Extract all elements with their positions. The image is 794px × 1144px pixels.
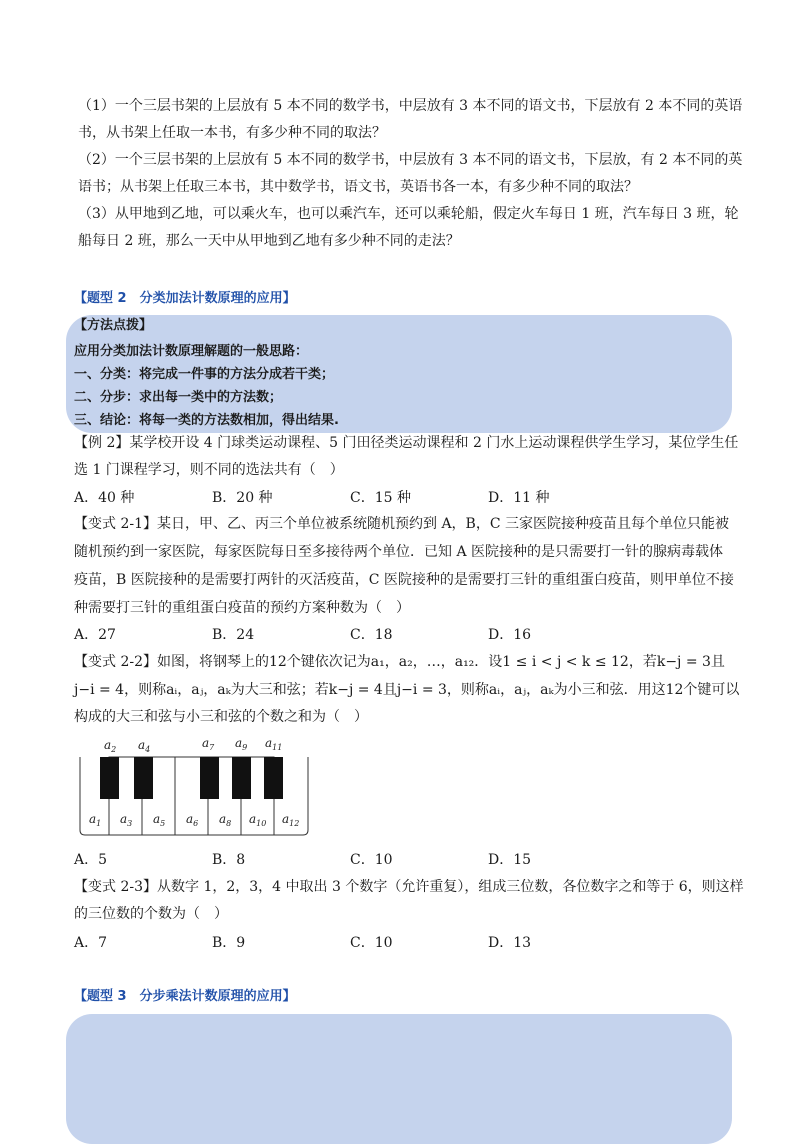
v23-option-c: C．10	[350, 935, 393, 951]
v21-line-1: 【变式 2-1】某日，甲、乙、丙三个单位被系统随机预约到 A，B，C 三家医院接种疫苗且每个单位只能被	[74, 516, 730, 532]
v21-line-4: 种需要打三针的重组蛋白疫苗的预约方案种数为（ ）	[74, 600, 410, 616]
method-line-1: 应用分类加法计数原理解题的一般思路：	[74, 344, 309, 359]
type3-title: 【题型 3 分步乘法计数原理的应用】	[74, 989, 296, 1004]
type2-title: 【题型 2 分类加法计数原理的应用】	[74, 291, 296, 306]
white-key-label-12: $a_{12}$	[282, 812, 300, 828]
v23-option-d: D．13	[488, 935, 532, 951]
v22-line-3: 构成的大三和弦与小三和弦的个数之和为（ ）	[74, 709, 368, 725]
q1-line-6: 船每日 2 班，那么一天中从甲地到乙地有多少种不同的走法？	[78, 233, 460, 249]
black-key-label-7: $a_7$	[202, 736, 215, 752]
ex2-option-d: D．11 种	[488, 490, 550, 506]
v23-line-2: 的三位数的个数为（ ）	[74, 906, 228, 922]
q1-line-4: 语书；从书架上任取三本书，其中数学书，语文书，英语书各一本，有多少种不同的取法？	[78, 179, 638, 195]
ex2-option-a: A．40 种	[74, 490, 135, 506]
white-key-label-8: $a_8$	[219, 812, 232, 828]
black-key-label-9: $a_9$	[235, 736, 248, 752]
white-key-label-10: $a_{10}$	[249, 812, 267, 828]
ex2-option-c: C．15 种	[350, 490, 411, 506]
v21-option-d: D．16	[488, 627, 532, 643]
method-heading: 【方法点拨】	[74, 318, 153, 333]
v22-option-c: C．10	[350, 852, 393, 868]
q1-line-2: 书，从书架上任取一本书，有多少种不同的取法？	[78, 125, 386, 141]
q1-line-5: （3）从甲地到乙地，可以乘火车，也可以乘汽车，还可以乘轮船，假定火车每日 1 班，汽车每日 3 班，轮	[78, 206, 739, 222]
v21-line-3: 疫苗，B 医院接种的是需要打两针的灭活疫苗，C 医院接种的是需要打三针的重组蛋白疫苗，则甲单位不接	[74, 572, 734, 588]
white-key-label-3: $a_3$	[120, 812, 133, 828]
ex2-option-b: B．20 种	[212, 490, 273, 506]
v21-option-b: B．24	[212, 627, 255, 643]
v22-option-a: A．5	[74, 852, 108, 868]
q1-line-3: （2）一个三层书架的上层放有 5 本不同的数学书，中层放有 3 本不同的语文书，下层放，有 2 本不同的英	[78, 152, 743, 168]
black-key-label-11: $a_{11}$	[265, 736, 283, 752]
v21-option-a: A．27	[74, 627, 116, 643]
white-key-label-1: $a_1$	[89, 812, 102, 828]
method-box-2	[66, 1014, 732, 1144]
v22-option-b: B．8	[212, 852, 246, 868]
v21-line-2: 随机预约到一家医院，每家医院每日至多接待两个单位．已知 A 医院接种的是只需要打一针的腺病毒载体	[74, 544, 724, 560]
v23-line-1: 【变式 2-3】从数字 1，2，3，4 中取出 3 个数字（允许重复），组成三位数，各位数字之和等于 6，则这样	[74, 879, 744, 895]
v22-option-d: D．15	[488, 852, 532, 868]
v21-option-c: C．18	[350, 627, 393, 643]
method-line-4: 三、结论：将每一类的方法数相加，得出结果.	[74, 413, 339, 428]
black-key-label-4: $a_4$	[138, 738, 151, 754]
method-line-3: 二、分步：求出每一类中的方法数；	[74, 390, 283, 405]
piano-figure	[78, 735, 310, 840]
white-key-label-6: $a_6$	[186, 812, 199, 828]
method-line-2: 一、分类：将完成一件事的方法分成若干类；	[74, 367, 335, 382]
black-key-label-2: $a_2$	[104, 738, 117, 754]
v22-line-2: j−i = 4，则称aᵢ，aⱼ，aₖ为大三和弦；若k−j = 4且j−i = 3，则称aᵢ，aⱼ，aₖ为小三和弦．用这12个键可以	[74, 682, 740, 698]
v22-line-1: 【变式 2-2】如图，将钢琴上的12个键依次记为a₁，a₂，…，a₁₂．设1 ≤ i < j < k ≤ 12，若k−j = 3且	[74, 654, 725, 670]
ex2-line-2: 选 1 门课程学习，则不同的选法共有（ ）	[74, 462, 344, 478]
ex2-line-1: 【例 2】某学校开设 4 门球类运动课程、5 门田径类运动课程和 2 门水上运动课程供学生学习，某位学生任	[74, 435, 739, 451]
v23-option-a: A．7	[74, 935, 108, 951]
q1-line-1: （1）一个三层书架的上层放有 5 本不同的数学书，中层放有 3 本不同的语文书，下层放有 2 本不同的英语	[78, 98, 743, 114]
white-key-label-5: $a_5$	[153, 812, 166, 828]
v23-option-b: B．9	[212, 935, 246, 951]
